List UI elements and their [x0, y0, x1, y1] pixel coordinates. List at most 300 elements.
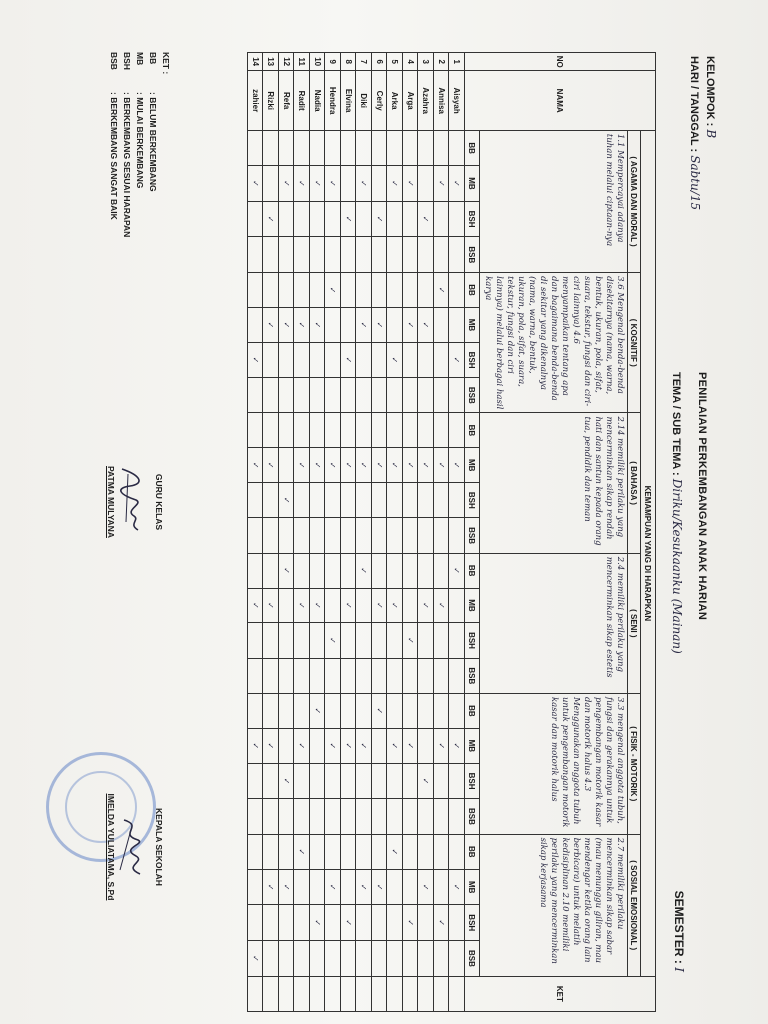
assessment-cell: ✓	[279, 307, 295, 342]
student-name: zahier	[248, 71, 264, 131]
assessment-cell: ✓	[325, 623, 341, 658]
assessment-cell	[325, 763, 341, 798]
assessment-cell: ✓	[418, 307, 434, 342]
assessment-cell	[248, 130, 264, 165]
assessment-cell: ✓	[372, 869, 388, 904]
level-header: BSH	[465, 483, 480, 518]
assessment-cell	[403, 413, 419, 448]
assessment-cell	[372, 483, 388, 518]
assessment-cell	[248, 483, 264, 518]
assessment-cell	[341, 693, 357, 728]
assessment-sheet	[12, 12, 752, 1012]
assessment-cell	[387, 201, 403, 237]
domain-indicator-cell	[480, 273, 628, 413]
assessment-cell: ✓	[294, 728, 310, 763]
assessment-cell	[341, 941, 357, 977]
assessment-cell	[294, 413, 310, 448]
ket-cell	[372, 976, 388, 1011]
assessment-cell: ✓	[248, 728, 264, 763]
assessment-cell	[449, 799, 465, 834]
assessment-cell	[248, 201, 264, 237]
tema-value: Diriku/Kesukaanku (Mainan)	[670, 478, 684, 654]
level-header: BSB	[465, 941, 480, 977]
assessment-cell: ✓	[325, 728, 341, 763]
assessment-cell	[263, 413, 279, 448]
legend-item	[146, 52, 159, 237]
legend-item	[120, 52, 133, 237]
assessment-cell	[341, 518, 357, 553]
assessment-cell	[310, 658, 326, 693]
assessment-cell	[263, 658, 279, 693]
assessment-cell: ✓	[294, 588, 310, 623]
assessment-cell	[263, 623, 279, 658]
kelompok-line	[704, 56, 718, 138]
assessment-cell: ✓	[310, 693, 326, 728]
assessment-cell	[418, 342, 434, 377]
table-row	[356, 53, 372, 1012]
legend-desc: : BELUM BERKEMBANG	[148, 92, 158, 192]
assessment-cell	[310, 378, 326, 413]
domain-indicator-cell	[480, 834, 628, 976]
domain-indicator-row	[480, 53, 628, 1012]
student-name: Diki	[356, 71, 372, 131]
assessment-cell	[341, 799, 357, 834]
student-name: Cerly	[372, 71, 388, 131]
ket-cell	[279, 976, 295, 1011]
assessment-cell	[294, 941, 310, 977]
assessment-cell	[325, 693, 341, 728]
legend-item	[133, 52, 146, 237]
assessment-cell	[403, 941, 419, 977]
assessment-cell	[263, 941, 279, 977]
level-header: BB	[465, 413, 480, 448]
domain-indicator: 2.4 memiliki perilaku yang mencerminkan sikap estetis	[604, 556, 625, 678]
table-row	[434, 53, 450, 1012]
assessment-cell: ✓	[387, 588, 403, 623]
assessment-cell: ✓	[449, 342, 465, 377]
assessment-cell	[434, 342, 450, 377]
student-number: 13	[263, 53, 279, 71]
assessment-cell: ✓	[325, 869, 341, 904]
assessment-cell: ✓	[356, 166, 372, 201]
assessment-cell	[341, 834, 357, 869]
assessment-cell: ✓	[263, 448, 279, 483]
assessment-cell	[449, 941, 465, 977]
table-row	[310, 53, 326, 1012]
assessment-cell	[387, 518, 403, 553]
assessment-cell	[325, 905, 341, 941]
hari-tanggal-line	[688, 56, 702, 210]
assessment-cell	[387, 693, 403, 728]
domain-indicator-cell	[480, 413, 628, 553]
student-number: 2	[434, 53, 450, 71]
level-header: BSB	[465, 658, 480, 693]
assessment-cell	[356, 623, 372, 658]
assessment-cell	[418, 623, 434, 658]
assessment-cell	[341, 166, 357, 201]
ket-cell	[356, 976, 372, 1011]
assessment-cell	[263, 237, 279, 273]
student-number: 1	[449, 53, 465, 71]
assessment-cell	[418, 905, 434, 941]
assessment-cell	[356, 658, 372, 693]
assessment-cell	[248, 623, 264, 658]
assessment-cell	[279, 693, 295, 728]
assessment-cell	[248, 553, 264, 588]
level-header: BSH	[465, 905, 480, 941]
assessment-cell	[263, 553, 279, 588]
assessment-cell	[418, 658, 434, 693]
assessment-cell	[279, 201, 295, 237]
assessment-cell	[356, 237, 372, 273]
assessment-cell: ✓	[325, 448, 341, 483]
assessment-cell	[294, 905, 310, 941]
assessment-cell	[434, 378, 450, 413]
assessment-cell	[279, 905, 295, 941]
assessment-cell: ✓	[248, 941, 264, 977]
student-number: 5	[387, 53, 403, 71]
assessment-cell	[341, 307, 357, 342]
assessment-cell	[372, 623, 388, 658]
assessment-cell: ✓	[248, 448, 264, 483]
assessment-cell	[248, 518, 264, 553]
assessment-cell	[403, 201, 419, 237]
assessment-cell	[341, 483, 357, 518]
assessment-cell	[387, 413, 403, 448]
ket-cell	[248, 976, 264, 1011]
assessment-cell: ✓	[263, 201, 279, 237]
assessment-table	[247, 52, 656, 1012]
assessment-cell	[356, 130, 372, 165]
domain-title: ( FISIK - MOTORIK )	[628, 693, 641, 834]
assessment-cell	[279, 130, 295, 165]
assessment-cell	[372, 763, 388, 798]
assessment-cell	[387, 130, 403, 165]
student-name: Azahra	[418, 71, 434, 131]
assessment-cell	[310, 869, 326, 904]
assessment-cell	[434, 237, 450, 273]
student-name: Elvina	[341, 71, 357, 131]
kemampuan-header: KEMAMPUAN YANG DI HARAPKAN	[641, 130, 656, 976]
student-number: 3	[418, 53, 434, 71]
assessment-cell: ✓	[403, 307, 419, 342]
assessment-cell: ✓	[310, 905, 326, 941]
legend-desc: : BERKEMBANG SANGAT BAIK	[109, 92, 119, 220]
level-header: BSB	[465, 237, 480, 273]
assessment-cell: ✓	[356, 728, 372, 763]
assessment-cell	[310, 623, 326, 658]
assessment-cell	[263, 799, 279, 834]
level-header: MB	[465, 728, 480, 763]
assessment-cell	[403, 799, 419, 834]
level-header: BB	[465, 834, 480, 869]
assessment-cell	[263, 518, 279, 553]
assessment-cell	[449, 658, 465, 693]
assessment-cell	[449, 307, 465, 342]
table-head	[465, 53, 656, 1012]
level-header: BSH	[465, 201, 480, 237]
assessment-cell	[434, 834, 450, 869]
legend-code: BSH	[122, 52, 132, 70]
assessment-cell: ✓	[418, 448, 434, 483]
student-number: 6	[372, 53, 388, 71]
assessment-cell: ✓	[434, 905, 450, 941]
sheet-header	[670, 12, 752, 1012]
assessment-cell	[403, 130, 419, 165]
assessment-cell: ✓	[372, 588, 388, 623]
assessment-cell	[294, 869, 310, 904]
assessment-cell: ✓	[279, 483, 295, 518]
assessment-cell: ✓	[372, 693, 388, 728]
assessment-cell: ✓	[248, 166, 264, 201]
ket-cell	[449, 976, 465, 1011]
assessment-cell	[310, 799, 326, 834]
assessment-cell	[356, 413, 372, 448]
assessment-cell	[294, 273, 310, 308]
student-name: Arga	[403, 71, 419, 131]
assessment-cell	[387, 378, 403, 413]
assessment-cell	[294, 623, 310, 658]
assessment-cell: ✓	[341, 728, 357, 763]
student-name: Annisa	[434, 71, 450, 131]
assessment-cell	[434, 483, 450, 518]
assessment-cell: ✓	[403, 905, 419, 941]
assessment-cell	[434, 553, 450, 588]
assessment-cell	[325, 237, 341, 273]
assessment-cell	[418, 273, 434, 308]
semester-label: SEMESTER :	[672, 890, 686, 964]
assessment-cell	[341, 763, 357, 798]
assessment-cell	[248, 413, 264, 448]
assessment-cell	[279, 623, 295, 658]
domain-indicator: 2.14 memiliki perilaku yang mencerminkan sikap rendah hati dan santun kepada orang tua, pendidik dan teman	[582, 416, 625, 546]
assessment-cell: ✓	[372, 201, 388, 237]
level-header: MB	[465, 307, 480, 342]
student-number: 12	[279, 53, 295, 71]
assessment-cell	[279, 799, 295, 834]
level-header: BSB	[465, 378, 480, 413]
table-row	[387, 53, 403, 1012]
assessment-cell	[418, 483, 434, 518]
assessment-cell	[294, 658, 310, 693]
assessment-cell	[279, 448, 295, 483]
assessment-cell: ✓	[294, 307, 310, 342]
assessment-cell	[403, 763, 419, 798]
assessment-cell	[434, 658, 450, 693]
guru-name: PATMA MULYANA	[106, 466, 116, 538]
assessment-cell	[372, 273, 388, 308]
assessment-cell	[294, 553, 310, 588]
level-header: BB	[465, 693, 480, 728]
assessment-cell: ✓	[403, 623, 419, 658]
assessment-cell	[434, 307, 450, 342]
assessment-cell	[310, 553, 326, 588]
guru-label: GURU KELAS	[154, 473, 164, 531]
assessment-cell: ✓	[387, 448, 403, 483]
assessment-cell	[294, 799, 310, 834]
ket-cell	[434, 976, 450, 1011]
semester-value: I	[672, 967, 686, 972]
assessment-cell	[449, 130, 465, 165]
student-number: 7	[356, 53, 372, 71]
assessment-cell	[387, 483, 403, 518]
document-title: PENILAIAN PERKEMBANGAN ANAK HARIAN	[696, 372, 708, 621]
table-row	[263, 53, 279, 1012]
assessment-cell	[372, 378, 388, 413]
assessment-cell: ✓	[434, 588, 450, 623]
assessment-cell	[356, 201, 372, 237]
assessment-cell	[372, 166, 388, 201]
assessment-cell: ✓	[310, 588, 326, 623]
assessment-cell	[310, 834, 326, 869]
assessment-cell	[310, 237, 326, 273]
assessment-cell	[387, 869, 403, 904]
student-number: 14	[248, 53, 264, 71]
ket-cell	[294, 976, 310, 1011]
assessment-cell	[248, 273, 264, 308]
assessment-cell: ✓	[263, 728, 279, 763]
assessment-cell	[356, 693, 372, 728]
assessment-cell: ✓	[449, 448, 465, 483]
assessment-cell	[325, 588, 341, 623]
assessment-cell	[310, 130, 326, 165]
assessment-cell: ✓	[387, 728, 403, 763]
legend-title: KET :	[161, 52, 171, 75]
assessment-cell	[356, 273, 372, 308]
assessment-cell: ✓	[372, 307, 388, 342]
assessment-cell	[325, 834, 341, 869]
assessment-cell	[418, 728, 434, 763]
assessment-cell	[372, 130, 388, 165]
table-row	[341, 53, 357, 1012]
assessment-cell	[418, 518, 434, 553]
level-header: BSB	[465, 799, 480, 834]
ket-cell	[403, 976, 419, 1011]
student-number: 9	[325, 53, 341, 71]
assessment-cell	[449, 413, 465, 448]
assessment-cell: ✓	[387, 166, 403, 201]
assessment-cell	[279, 413, 295, 448]
assessment-cell: ✓	[263, 307, 279, 342]
assessment-cell	[372, 237, 388, 273]
assessment-cell: ✓	[356, 869, 372, 904]
domain-title: ( AGAMA DAN MORAL )	[628, 130, 641, 272]
assessment-cell	[449, 693, 465, 728]
domain-title: ( KOGNITIF )	[628, 273, 641, 413]
level-header: BSB	[465, 518, 480, 553]
assessment-cell	[294, 518, 310, 553]
assessment-cell	[294, 378, 310, 413]
col-nama-header: NAMA	[465, 71, 656, 131]
assessment-cell: ✓	[263, 588, 279, 623]
assessment-cell	[387, 237, 403, 273]
assessment-cell: ✓	[248, 588, 264, 623]
assessment-cell	[248, 307, 264, 342]
assessment-cell	[263, 763, 279, 798]
assessment-cell: ✓	[387, 342, 403, 377]
hari-label: HARI / TANGGAL :	[688, 56, 700, 153]
assessment-cell: ✓	[372, 448, 388, 483]
level-header: BSH	[465, 763, 480, 798]
assessment-cell	[418, 941, 434, 977]
assessment-cell	[356, 518, 372, 553]
assessment-cell	[372, 518, 388, 553]
assessment-cell	[279, 237, 295, 273]
legend-list	[107, 52, 159, 237]
semester-line	[672, 891, 686, 972]
assessment-cell	[449, 378, 465, 413]
assessment-cell	[310, 342, 326, 377]
ket-cell	[325, 976, 341, 1011]
assessment-cell	[434, 623, 450, 658]
assessment-cell	[294, 237, 310, 273]
assessment-cell	[294, 693, 310, 728]
student-number: 8	[341, 53, 357, 71]
domain-indicator-cell	[480, 693, 628, 834]
table-row	[248, 53, 264, 1012]
assessment-cell	[310, 763, 326, 798]
assessment-cell: ✓	[403, 448, 419, 483]
level-header: MB	[465, 588, 480, 623]
assessment-cell	[449, 273, 465, 308]
assessment-cell	[356, 763, 372, 798]
legend-code: BSB	[109, 52, 119, 70]
assessment-cell: ✓	[279, 869, 295, 904]
assessment-cell	[294, 483, 310, 518]
assessment-cell: ✓	[279, 763, 295, 798]
level-header: BB	[465, 553, 480, 588]
level-header: BB	[465, 130, 480, 165]
assessment-cell	[325, 307, 341, 342]
assessment-cell	[279, 728, 295, 763]
assessment-cell: ✓	[434, 273, 450, 308]
assessment-cell	[325, 941, 341, 977]
assessment-cell	[403, 237, 419, 273]
assessment-cell	[403, 273, 419, 308]
assessment-cell	[263, 834, 279, 869]
domain-title: ( SENI )	[628, 553, 641, 693]
assessment-cell: ✓	[294, 448, 310, 483]
kepsek-label: KEPALA SEKOLAH	[154, 808, 164, 886]
assessment-cell	[263, 693, 279, 728]
assessment-cell	[387, 763, 403, 798]
assessment-cell: ✓	[279, 166, 295, 201]
assessment-cell	[356, 834, 372, 869]
assessment-cell: ✓	[418, 869, 434, 904]
tema-label: TEMA / SUB TEMA :	[670, 372, 682, 476]
ket-cell	[263, 976, 279, 1011]
col-ket-header: KET	[465, 976, 656, 1011]
assessment-cell	[294, 763, 310, 798]
assessment-cell	[387, 658, 403, 693]
assessment-cell	[341, 378, 357, 413]
assessment-cell	[372, 342, 388, 377]
assessment-cell	[356, 378, 372, 413]
assessment-cell	[356, 799, 372, 834]
assessment-cell	[325, 342, 341, 377]
assessment-cell	[248, 237, 264, 273]
tema-line	[670, 372, 684, 654]
assessment-cell	[325, 130, 341, 165]
table-row	[372, 53, 388, 1012]
assessment-cell	[449, 201, 465, 237]
student-name: Refa	[279, 71, 295, 131]
assessment-cell	[263, 273, 279, 308]
assessment-cell	[263, 905, 279, 941]
assessment-cell	[341, 623, 357, 658]
assessment-cell: ✓	[341, 905, 357, 941]
legend-item	[107, 52, 120, 237]
